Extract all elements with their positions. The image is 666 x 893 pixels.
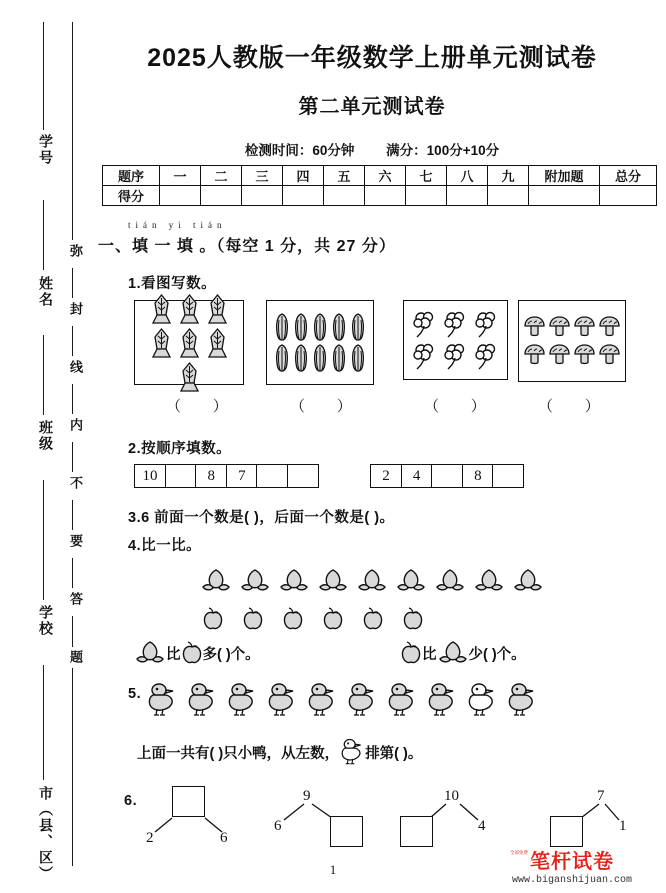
score-col-bonus: 附加题 (529, 166, 600, 186)
seal-char-feng: 封 (63, 299, 82, 320)
duck-icon (186, 682, 218, 718)
score-cell-6[interactable] (365, 186, 406, 206)
strip-cell[interactable] (287, 464, 319, 488)
score-cell-7[interactable] (406, 186, 447, 206)
bokchoy-icon (330, 343, 348, 373)
peach-icon (317, 568, 349, 594)
seal-rule-inner-7 (72, 558, 73, 588)
duck-icon (226, 682, 258, 718)
compare-sentence-right (400, 640, 526, 666)
peach-icon (278, 568, 310, 594)
seal-rule-outer-2 (43, 200, 44, 270)
seal-char-ti: 题 (63, 647, 82, 668)
q1-answer-paren-1[interactable]: （ ） (166, 399, 242, 415)
q5-text-part-2[interactable]: 排第( )。 (365, 745, 423, 762)
bokchoy-icon (349, 312, 367, 342)
table-row (103, 186, 657, 206)
bokchoy-icon (292, 312, 310, 342)
score-table (102, 165, 657, 206)
peach-row (200, 568, 544, 594)
strip-cell[interactable]: 8 (462, 464, 494, 488)
q1-answer-paren-3[interactable]: （ ） (424, 399, 500, 415)
bond-4-left-box[interactable] (550, 816, 583, 847)
picture-box-cotton (403, 300, 508, 380)
number-strip-left (134, 464, 319, 488)
compare-right-word-1: 比 (422, 646, 437, 663)
seal-rule-inner-4 (72, 384, 73, 414)
score-col-1: 一 (160, 166, 201, 186)
seal-rule-inner-3 (72, 326, 73, 356)
score-cell-3[interactable] (242, 186, 283, 206)
page-subtitle: 第二单元测试卷 (298, 96, 446, 118)
bond-3-right-value: 4 (478, 818, 486, 834)
mushroom-group (519, 301, 625, 381)
duck-icon (426, 682, 458, 718)
apple-row (202, 607, 424, 631)
seal-char-da: 答 (63, 589, 82, 610)
bokchoy-icon (311, 343, 329, 373)
duck-row (146, 682, 538, 718)
exam-meta (92, 139, 652, 159)
corn-group (135, 301, 243, 384)
mushroom-icon (523, 343, 546, 367)
score-row-label-points: 得分 (103, 186, 160, 206)
apple-icon (362, 607, 384, 631)
bond-3-left-box[interactable] (400, 816, 433, 847)
score-col-8: 八 (447, 166, 488, 186)
score-cell-4[interactable] (283, 186, 324, 206)
score-col-9: 九 (488, 166, 529, 186)
seal-label-student-id: 学号 (33, 130, 53, 170)
score-col-7: 七 (406, 166, 447, 186)
cotton-icon (474, 309, 499, 339)
picture-box-mushroom (518, 300, 626, 382)
watermark-badge: 全部免费 (510, 850, 528, 855)
table-row-header (103, 166, 657, 186)
number-bond-2 (270, 786, 390, 856)
strip-cell[interactable]: 10 (134, 464, 166, 488)
number-strip-right (370, 464, 524, 488)
cotton-icon (412, 341, 437, 371)
bond-1-top-box[interactable] (172, 786, 205, 817)
bond-2-left-value: 6 (274, 818, 282, 834)
peach-icon (434, 568, 466, 594)
seal-label-city-district: 市（县、区） (33, 782, 53, 886)
peach-icon (356, 568, 388, 594)
peach-icon (512, 568, 544, 594)
apple-icon (242, 607, 264, 631)
bokchoy-icon (292, 343, 310, 373)
bokchoy-icon (349, 343, 367, 373)
apple-icon (322, 607, 344, 631)
duck-icon-highlighted (466, 682, 498, 718)
strip-cell[interactable] (492, 464, 524, 488)
score-cell-1[interactable] (160, 186, 201, 206)
score-col-2: 二 (201, 166, 242, 186)
picture-box-bokchoy (266, 300, 374, 385)
section-pinyin: tián yi tián (128, 220, 227, 230)
mushroom-icon (573, 315, 596, 339)
score-cell-8[interactable] (447, 186, 488, 206)
seal-label-class: 班级 (33, 416, 53, 456)
bokchoy-icon (273, 312, 291, 342)
duck-icon (506, 682, 538, 718)
mushroom-icon (598, 343, 621, 367)
compare-left-word-2[interactable]: 多( )个。 (202, 646, 260, 663)
section-1-heading: 一、填 一 填 。（每空 1 分，共 27 分） (98, 238, 396, 255)
seal-char-yao: 要 (63, 531, 82, 552)
apple-icon (202, 607, 224, 631)
q1-answer-paren-4[interactable]: （ ） (538, 399, 614, 415)
score-cell-2[interactable] (201, 186, 242, 206)
bokchoy-group (267, 301, 373, 384)
seal-label-name: 姓名 (33, 272, 53, 312)
bond-3-top-value: 10 (444, 788, 459, 804)
watermark-name: 笔杆试卷 (530, 851, 615, 873)
cotton-icon (474, 341, 499, 371)
seal-char-xian: 线 (63, 357, 82, 378)
cotton-icon (443, 309, 468, 339)
corn-icon (205, 293, 230, 325)
score-cell-total[interactable] (600, 186, 657, 206)
seal-label-school: 学校 (33, 601, 53, 641)
mushroom-icon (598, 315, 621, 339)
seal-rule-outer-3 (43, 335, 44, 415)
number-bond-1 (142, 786, 262, 856)
compare-sentence-left (134, 640, 260, 666)
apple-icon (400, 641, 422, 665)
strip-cell[interactable]: 7 (226, 464, 258, 488)
peach-icon (437, 640, 469, 666)
page-title: 2025人教版一年级数学上册单元测试卷 (147, 44, 597, 72)
score-cell-bonus[interactable] (529, 186, 600, 206)
question-1-label: 1.看图写数。 (128, 276, 217, 292)
question-6-label: 6. (124, 793, 138, 809)
peach-icon (473, 568, 505, 594)
seal-margin (0, 0, 92, 893)
bond-1-left-value: 2 (146, 830, 154, 846)
score-cell-5[interactable] (324, 186, 365, 206)
seal-char-nei: 内 (63, 415, 82, 436)
seal-char-mi: 弥 (63, 241, 82, 262)
seal-char-bu: 不 (63, 473, 82, 494)
question-3-text: 3.6 前面一个数是( )，后面一个数是( )。 (128, 510, 395, 526)
question-4-label: 4.比一比。 (128, 538, 202, 554)
peach-icon (239, 568, 271, 594)
bond-2-right-box[interactable] (330, 816, 363, 847)
bokchoy-icon (330, 312, 348, 342)
mushroom-icon (548, 343, 571, 367)
q1-answer-paren-2[interactable]: （ ） (290, 399, 366, 415)
strip-cell[interactable] (431, 464, 463, 488)
strip-cell[interactable]: 8 (195, 464, 227, 488)
duck-icon (346, 682, 378, 718)
seal-rule-inner-6 (72, 500, 73, 530)
seal-rule-outer-4 (43, 480, 44, 600)
bond-2-top-value: 9 (303, 788, 311, 804)
bond-4-right-value: 1 (619, 818, 627, 834)
strip-cell[interactable]: 2 (370, 464, 402, 488)
cotton-icon (443, 341, 468, 371)
strip-cell[interactable] (165, 464, 197, 488)
compare-left-word-1: 比 (166, 646, 181, 663)
number-bond-3 (400, 786, 520, 856)
mushroom-icon (523, 315, 546, 339)
score-cell-9[interactable] (488, 186, 529, 206)
score-col-6: 六 (365, 166, 406, 186)
corn-icon (149, 293, 174, 325)
peach-icon (200, 568, 232, 594)
watermark-url: www.biganshijuan.com (512, 875, 633, 886)
corn-icon (149, 327, 174, 359)
cotton-icon (412, 309, 437, 339)
compare-right-word-2[interactable]: 少( )个。 (468, 646, 526, 663)
score-col-4: 四 (283, 166, 324, 186)
exam-duration: 检测时间：60分钟 (244, 143, 355, 158)
apple-icon (282, 607, 304, 631)
question-5-sentence (137, 738, 422, 766)
corn-icon (177, 327, 202, 359)
score-col-5: 五 (324, 166, 365, 186)
seal-rule-inner-1 (72, 22, 73, 240)
peach-icon (134, 640, 166, 666)
score-row-label-index: 题序 (103, 166, 160, 186)
corn-icon (205, 327, 230, 359)
seal-rule-outer-5 (43, 665, 44, 780)
score-col-total: 总分 (600, 166, 657, 186)
strip-cell[interactable] (256, 464, 288, 488)
bokchoy-icon (273, 343, 291, 373)
apple-icon (181, 641, 203, 665)
question-5-label: 5. (128, 686, 142, 702)
corn-icon (177, 293, 202, 325)
bond-1-right-value: 6 (220, 830, 228, 846)
duck-icon (386, 682, 418, 718)
exam-fullmark: 满分：100分+10分 (386, 143, 500, 158)
page-number: 1 (329, 862, 337, 877)
score-col-3: 三 (242, 166, 283, 186)
seal-rule-inner-5 (72, 442, 73, 472)
peach-icon (395, 568, 427, 594)
seal-rule-inner-2 (72, 268, 73, 298)
corn-icon (177, 361, 202, 393)
duck-icon (266, 682, 298, 718)
duck-icon (339, 738, 365, 766)
question-2-label: 2.按顺序填数。 (128, 441, 232, 457)
picture-box-corn (134, 300, 244, 385)
mushroom-icon (548, 315, 571, 339)
apple-icon (402, 607, 424, 631)
cotton-group (404, 301, 507, 379)
bokchoy-icon (311, 312, 329, 342)
duck-icon (306, 682, 338, 718)
mushroom-icon (573, 343, 596, 367)
bond-4-top-value: 7 (597, 788, 605, 804)
strip-cell[interactable]: 4 (401, 464, 433, 488)
seal-rule-outer-1 (43, 22, 44, 130)
q5-text-part-1[interactable]: 上面一共有( )只小鸭，从左数， (137, 745, 340, 762)
duck-icon (146, 682, 178, 718)
